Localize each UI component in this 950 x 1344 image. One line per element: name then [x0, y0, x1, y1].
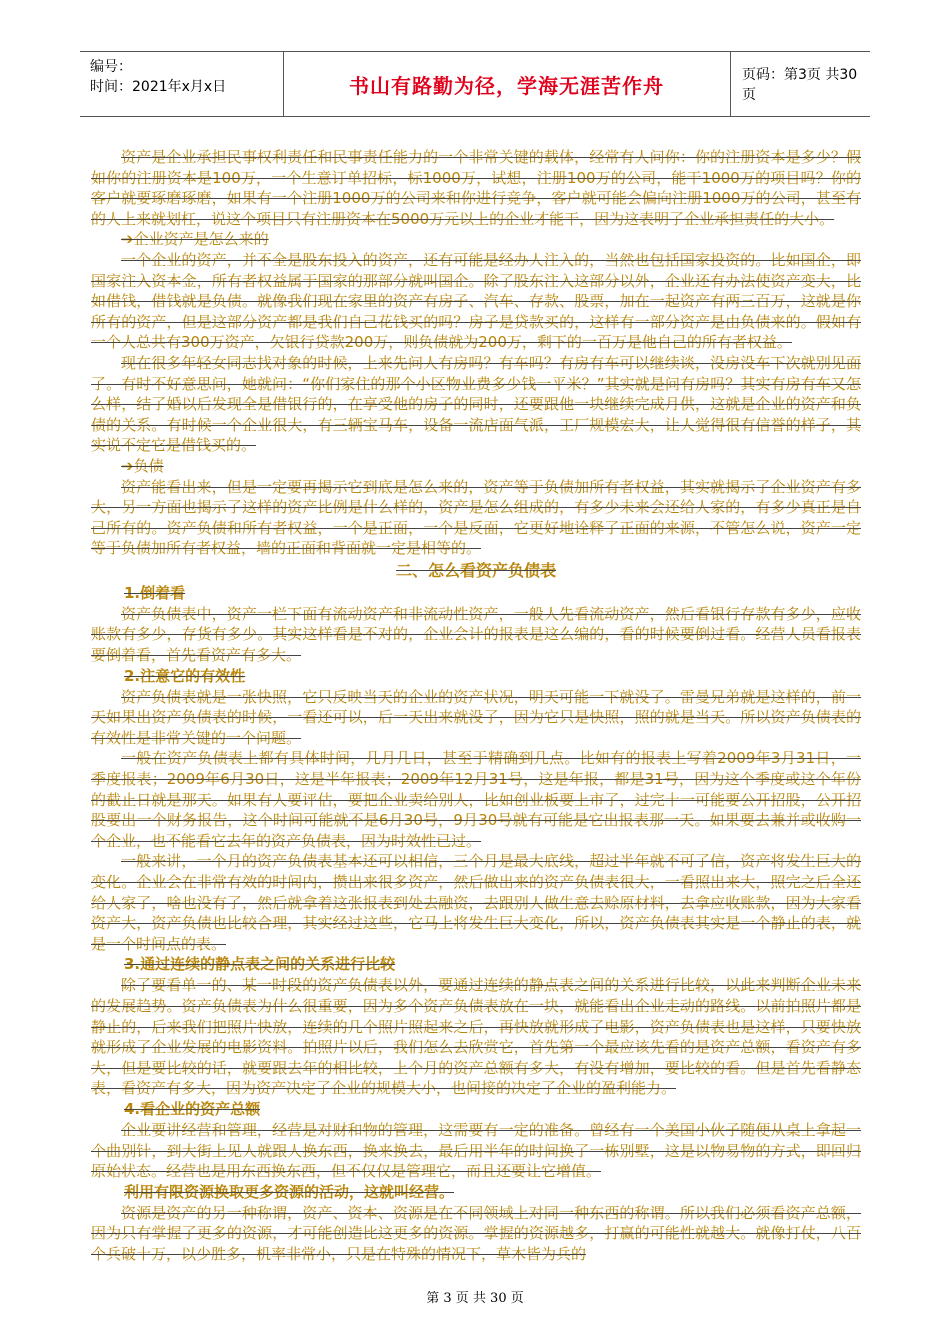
subsection-heading: 2.注意它的有效性	[124, 666, 246, 685]
paragraph: 一个企业的资产，并不全是股东投入的资产，还有可能是经办人注入的，当然也包括国家投资的。比如国企，即国家注入资本金，所有者权益属于国家的那部分就叫国企。除了股东注入这部分以外，企业还有办法使资产变大，比如借钱，借钱就是负债。就像我们现在家里的资产有房子、汽车、存款、股票，加在一起资产有两三百万，这就是你所有的资产，但是这部分资产都是我们自己花钱买的吗？房子是贷款买的，这样有一部分资产是由负债来的。假如有一个人总共有300万资产，欠银行贷款200万，则负债就为200万，剩下的一百万是他自己的所有者权益。	[91, 250, 861, 352]
paragraph: 企业要讲经营和管理，经营是对财和物的管理，这需要有一定的准备。曾经有一个美国小伙子随便从桌上拿起一个曲别针，到大街上见人就跟人换东西，换来换去，最后用半年的时间换了一栋别墅，这是以物易物的方式，即回归原始状态。经营也是用东西换东西，但不仅仅是管理它，而且还要让它增值。	[91, 1120, 861, 1181]
header-motto-cell	[283, 52, 731, 116]
page-footer: 第 3 页 共 30 页	[426, 1291, 524, 1306]
document-header	[80, 51, 870, 117]
subsection-heading: 4.看企业的资产总额	[124, 1099, 261, 1118]
subsection-heading: 3.通过连续的静点表之间的关系进行比较	[124, 955, 396, 974]
page-indicator: 页码：第3页 共30页	[742, 67, 858, 103]
subsection-heading: 1.倒着看	[124, 583, 186, 602]
motto: 书山有路勤为径，学海无涯苦作舟	[349, 73, 664, 98]
document-body	[91, 147, 861, 1265]
paragraph: 现在很多年轻女同志找对象的时候，上来先问人有房吗？有车吗？有房有车可以继续谈，没房没车下次就别见面了。有时不好意思问，她就问：“你们家住的那个小区物业费多少钱一平米？”其实就是问有房吗？其实有房有车又怎么样，结了婚以后发现全是借银行的，在享受他的房子的同时，还要跟他一块继续完成月供，这就是企业的资产和负债的关系。有时候一个企业很大，有三辆宝马车，设备一流店面气派，工厂规模宏大，让人觉得很有信誉的样子，其实说不定它是借钱买的。	[91, 353, 861, 455]
paragraph: 资源是资产的另一种称谓，资产、资本、资源是在不同领域上对同一种东西的称谓。所以我们必须看资产总额，因为只有掌握了更多的资源，才可能创造比这更多的资源。掌握的资源越多，打赢的可能性就越大。就像打仗，八百个兵破十万，以少胜多，机率非常小，只是在特殊的情况下，草木皆为兵的	[91, 1203, 861, 1263]
paragraph: 一般在资产负债表上都有具体时间，几月几日，甚至于精确到几点。比如有的报表上写着2009年3月31日，一季度报表；2009年6月30日，这是半年报表；2009年12月31号，这是年报，都是31号，因为这个季度或这个年份的截止日就是那天。如果有人要评估，要把企业卖给别人，比如创业板要上市了，过完十一可能要公开招股，公开招股要出一个财务报告，这个时间可能就不是6月30号，9月30号就有可能是它出报表那一天。如果要去兼并或收购一个企业，也不能看它去年的资产负债表，因为时效性已过。	[91, 749, 861, 850]
subheading-asset-origin: ➔企业资产是怎么来的	[121, 230, 269, 249]
paragraph: 资产负债表就是一张快照，它只反映当天的企业的资产状况，明天可能一下就没了。雷曼兄弟就是这样的，前一天如果出资产负债表的时候，一看还可以，后一天出来就没了，因为它只是快照，照的就是当天。所以资产负债表的有效性是非常关键的一个问题。	[91, 687, 861, 747]
paragraph: 资产是企业承担民事权利责任和民事责任能力的一个非常关键的载体，经常有人问你：你的注册资本是多少？假如你的注册资本是100万，一个生意订单招标，标1000万，试想，注册100万的公司，能干1000万的项目吗？你的客户就要琢磨琢磨，如果有一个注册1000万的公司来和你进行竞争，客户就可能会偏向注册1000万的公司，甚至有的人上来就划杠，说这个项目只有注册资本在5000万元以上的企业才能干，因为这表明了企业承担责任的大小。	[91, 148, 861, 228]
document-number: 编号：	[90, 59, 132, 75]
subsection-heading: 利用有限资源换取更多资源的活动，这就叫经营。	[124, 1182, 455, 1201]
paragraph: 资产能看出来，但是一定要再揭示它到底是怎么来的，资产等于负债加所有者权益，其实就揭示了企业资产有多大，另一方面也揭示了这样的资产比例是什么样的，资产是怎么组成的，有多少未来会还给人家的，有多少真正是自己所有的。资产负债和所有者权益，一个是正面，一个是反面，它更好地诠释了正面的来源，不管怎么说，资产一定等于负债加所有者权益，墙的正面和背面就一定是相等的。	[91, 477, 861, 558]
document-date: 时间：2021年x月x日	[90, 79, 227, 95]
subheading-liabilities: ➔负债	[121, 456, 164, 475]
paragraph: 资产负债表中，资产一栏下面有流动资产和非流动性资产，一般人先看流动资产，然后看银行存款有多少，应收账款有多少，存货有多少。其实这样看是不对的，企业会计的报表是这么编的，看的时候要倒过看。经营人员看报表要倒着看，首先看资产有多大。	[91, 604, 861, 665]
paragraph: 一般来讲，一个月的资产负债表基本还可以相信，三个月是最大底线，超过半年就不可了信，资产将发生巨大的变化。企业会在非常有效的时间内，攒出来很多资产，然后做出来的资产负债表很大，一看照出来大，照完之后全还给人家了，啥也没有了，然后就拿着这张报表到处去融资，去跟别人做生意去赊原材料，去拿应收账款，因为大家看资产大，资产负债也比较合理，其实经过这些，它马上将发生巨大变化，所以，资产负债表其实是一个静止的表，就是一个时间点的表。	[91, 852, 861, 953]
paragraph: 除了要看单一的、某一时段的资产负债表以外，要通过连续的静点表之间的关系进行比较，以此来判断企业未来的发展趋势。资产负债表为什么很重要，因为多个资产负债表放在一块，就能看出企业走动的路线。以前拍照片都是静止的，后来我们把照片快放，连续的几个照片照起来之后，再快放就形成了电影，资产负债表也是这样，只要快放就形成了企业发展的电影资料。拍照片以后，我们怎么去欣赏它，首先第一个最应该先看的是资产总额，看资产有多大，但是要比较的话，就要跟去年的相比较，上个月的资产总额有多大，有没有增加，要比较的看。但是首先看静态表，看资产有多大，因为资产决定了企业的规模大小，也间接的决定了企业的盈利能力。	[91, 976, 861, 1098]
header-meta-cell	[80, 52, 284, 116]
section-heading: 二、怎么看资产负债表	[395, 560, 556, 580]
header-page-cell	[730, 52, 870, 116]
